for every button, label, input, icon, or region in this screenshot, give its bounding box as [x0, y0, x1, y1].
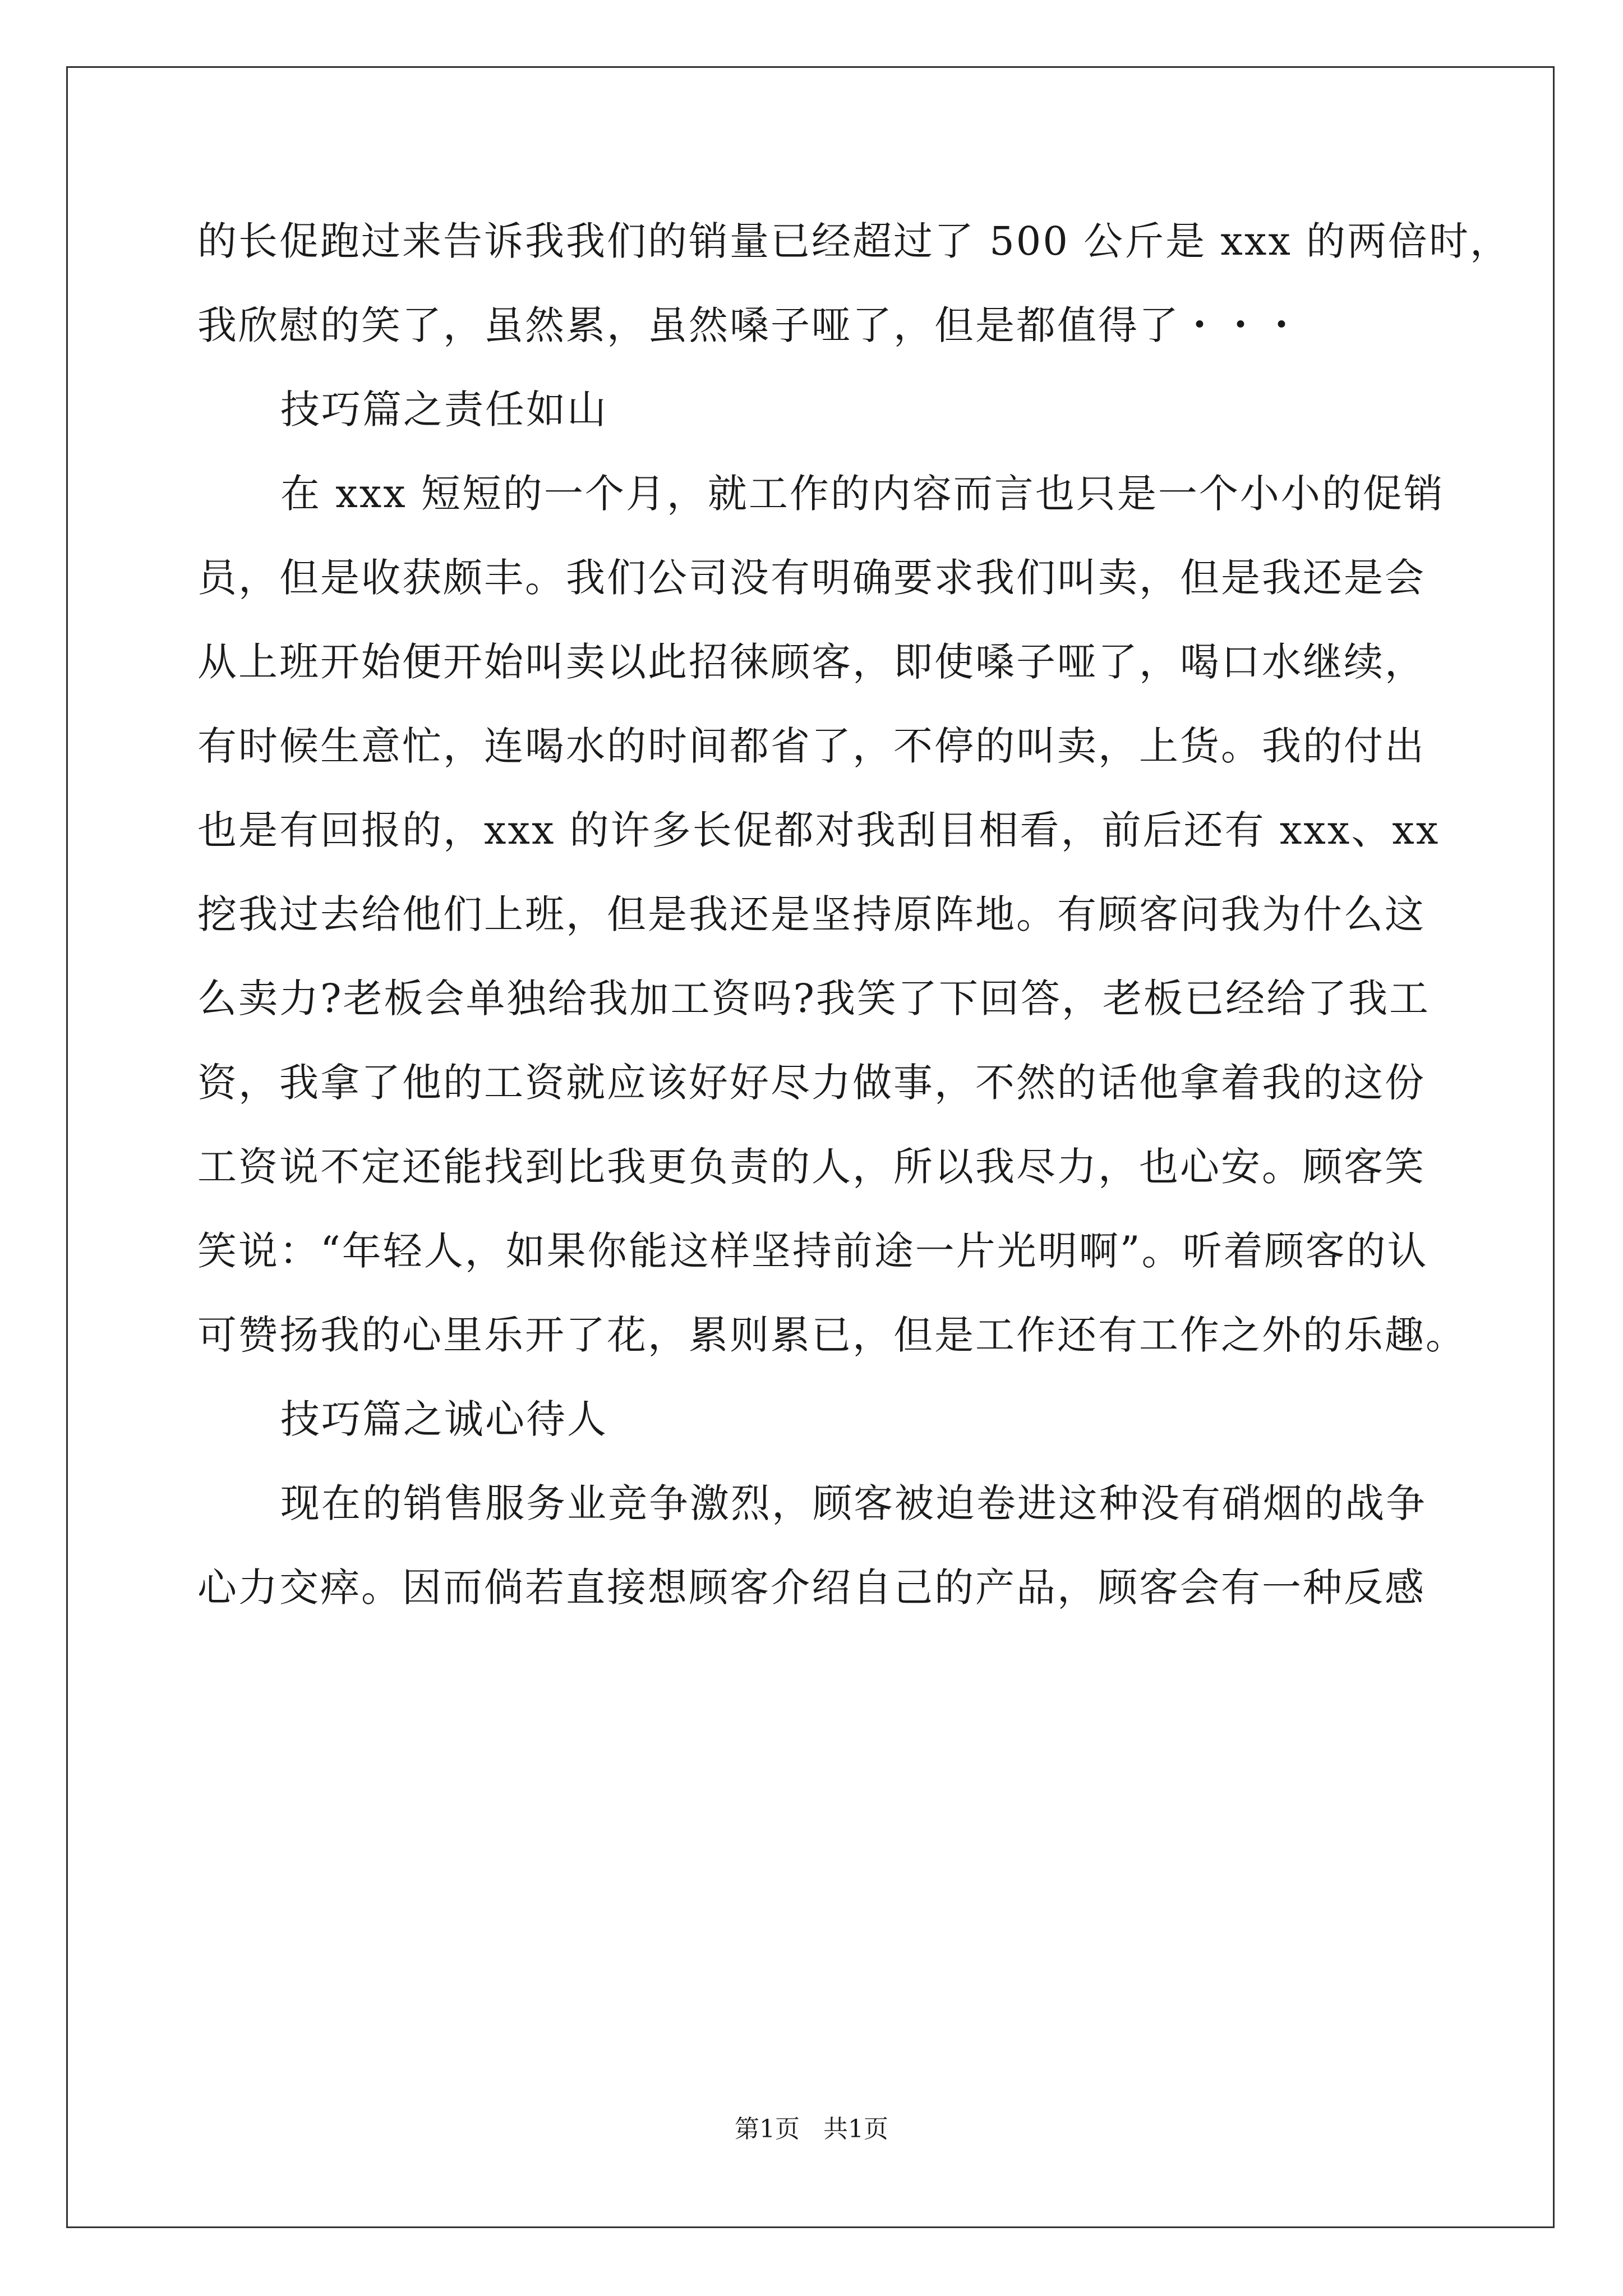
- text-line: 也是有回报的，xxx 的许多长促都对我刮目相看，前后还有 xxx、xx: [197, 807, 1440, 853]
- section-heading: 技巧篇之责任如山: [280, 386, 608, 432]
- text-line: 挖我过去给他们上班，但是我还是坚持原阵地。有顾客问我为什么这: [197, 891, 1426, 937]
- text-line: 心力交瘁。因而倘若直接想顾客介绍自己的产品，顾客会有一种反感: [197, 1565, 1426, 1611]
- text-line: 笑说：“年轻人，如果你能这样坚持前途一片光明啊”。听着顾客的认: [197, 1228, 1428, 1274]
- text-line: 员，但是收获颇丰。我们公司没有明确要求我们叫卖，但是我还是会: [197, 555, 1426, 601]
- text-line: 我欣慰的笑了，虽然累，虽然嗓子哑了，但是都值得了・・・: [197, 302, 1303, 348]
- text-line: 资，我拿了他的工资就应该好好尽力做事，不然的话他拿着我的这份: [197, 1060, 1426, 1106]
- paragraph-start-line: 现在的销售服务业竞争激烈，顾客被迫卷进这种没有硝烟的战争: [280, 1480, 1427, 1526]
- paragraph-start-line: 在 xxx 短短的一个月，就工作的内容而言也只是一个小小的促销: [280, 471, 1445, 517]
- page-footer: 第1页 共1页: [735, 2115, 888, 2143]
- text-line: 么卖力?老板会单独给我加工资吗?我笑了下回答，老板已经给了我工: [197, 976, 1431, 1022]
- text-line: 可赞扬我的心里乐开了花，累则累已，但是工作还有工作之外的乐趣。: [197, 1312, 1467, 1358]
- section-heading: 技巧篇之诚心待人: [280, 1396, 608, 1442]
- text-line: 有时候生意忙，连喝水的时间都省了，不停的叫卖，上货。我的付出: [197, 723, 1426, 769]
- text-line: 从上班开始便开始叫卖以此招徕顾客，即使嗓子哑了，喝口水继续，: [197, 639, 1426, 685]
- text-line: 的长促跑过来告诉我我们的销量已经超过了 500 公斤是 xxx 的两倍时，: [197, 218, 1511, 264]
- text-line: 工资说不定还能找到比我更负责的人，所以我尽力，也心安。顾客笑: [197, 1144, 1426, 1190]
